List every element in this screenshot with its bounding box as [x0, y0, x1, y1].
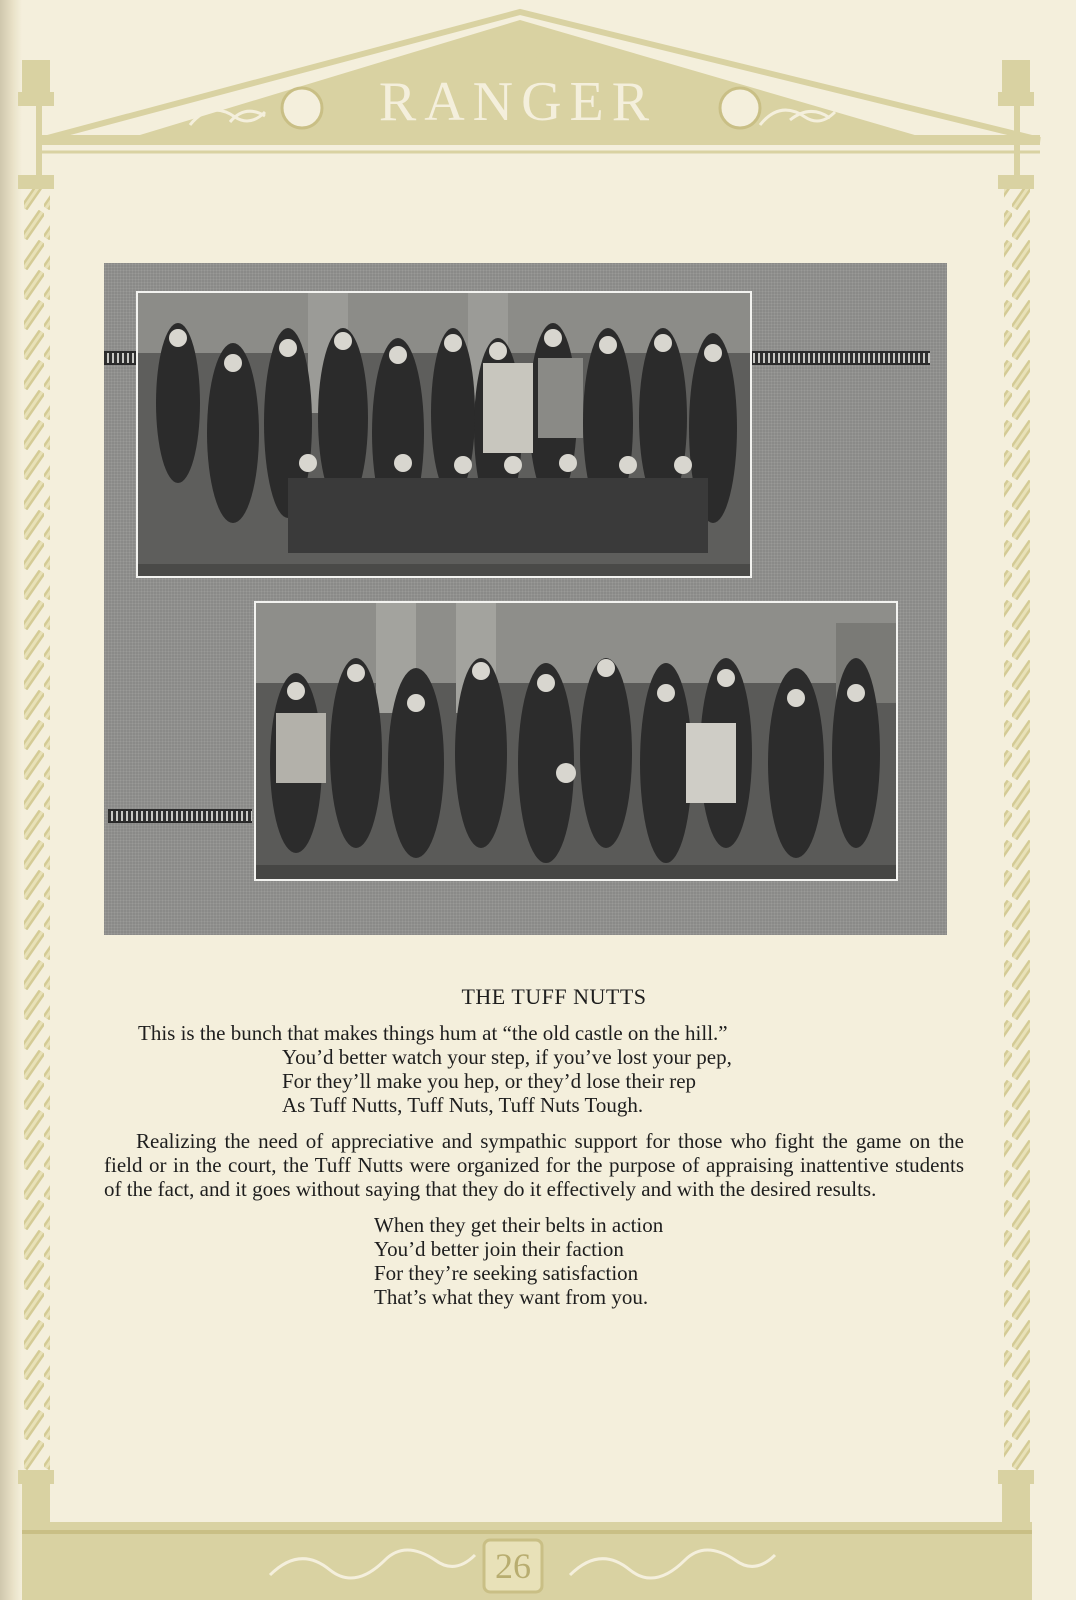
bottom-group-photo: [254, 601, 898, 881]
verse1-line: You’d better watch your step, if you’ve lost your pep,: [282, 1045, 732, 1069]
verse1-line: For they’ll make you hep, or they’d lose their rep: [282, 1069, 697, 1093]
left-rail-bottom: [108, 809, 252, 823]
verse2-line: For they’re seeking satisfaction: [374, 1261, 639, 1285]
article-heading: THE TUFF NUTTS: [461, 984, 647, 1009]
header-small-title: The: [497, 38, 543, 71]
right-rail-top: [750, 351, 930, 365]
left-rail-top: [104, 351, 136, 365]
article-paragraph: Realizing the need of appreciative and sympathic support for those who fight the game on the field or in the court, the Tuff Nutts were organized for the purpose of appraising inattentive students of the fact, and it goes without saying that they do it effectively and with the desired results.: [104, 1129, 964, 1201]
photo-panel: [104, 263, 947, 935]
verse1-line: As Tuff Nutts, Tuff Nuts, Tuff Nuts Tough.: [282, 1093, 644, 1117]
page-number: 26: [495, 1546, 531, 1586]
header-title: RANGER: [378, 71, 658, 133]
top-group-photo: [136, 291, 752, 578]
verse2-line: When they get their belts in action: [374, 1213, 664, 1237]
verse2-line: You’d better join their faction: [374, 1237, 624, 1261]
article-intro: This is the bunch that makes things hum at “the old castle on the hill.”: [138, 1021, 728, 1045]
verse2-line: That’s what they want from you.: [374, 1285, 649, 1309]
article: [104, 985, 964, 1309]
